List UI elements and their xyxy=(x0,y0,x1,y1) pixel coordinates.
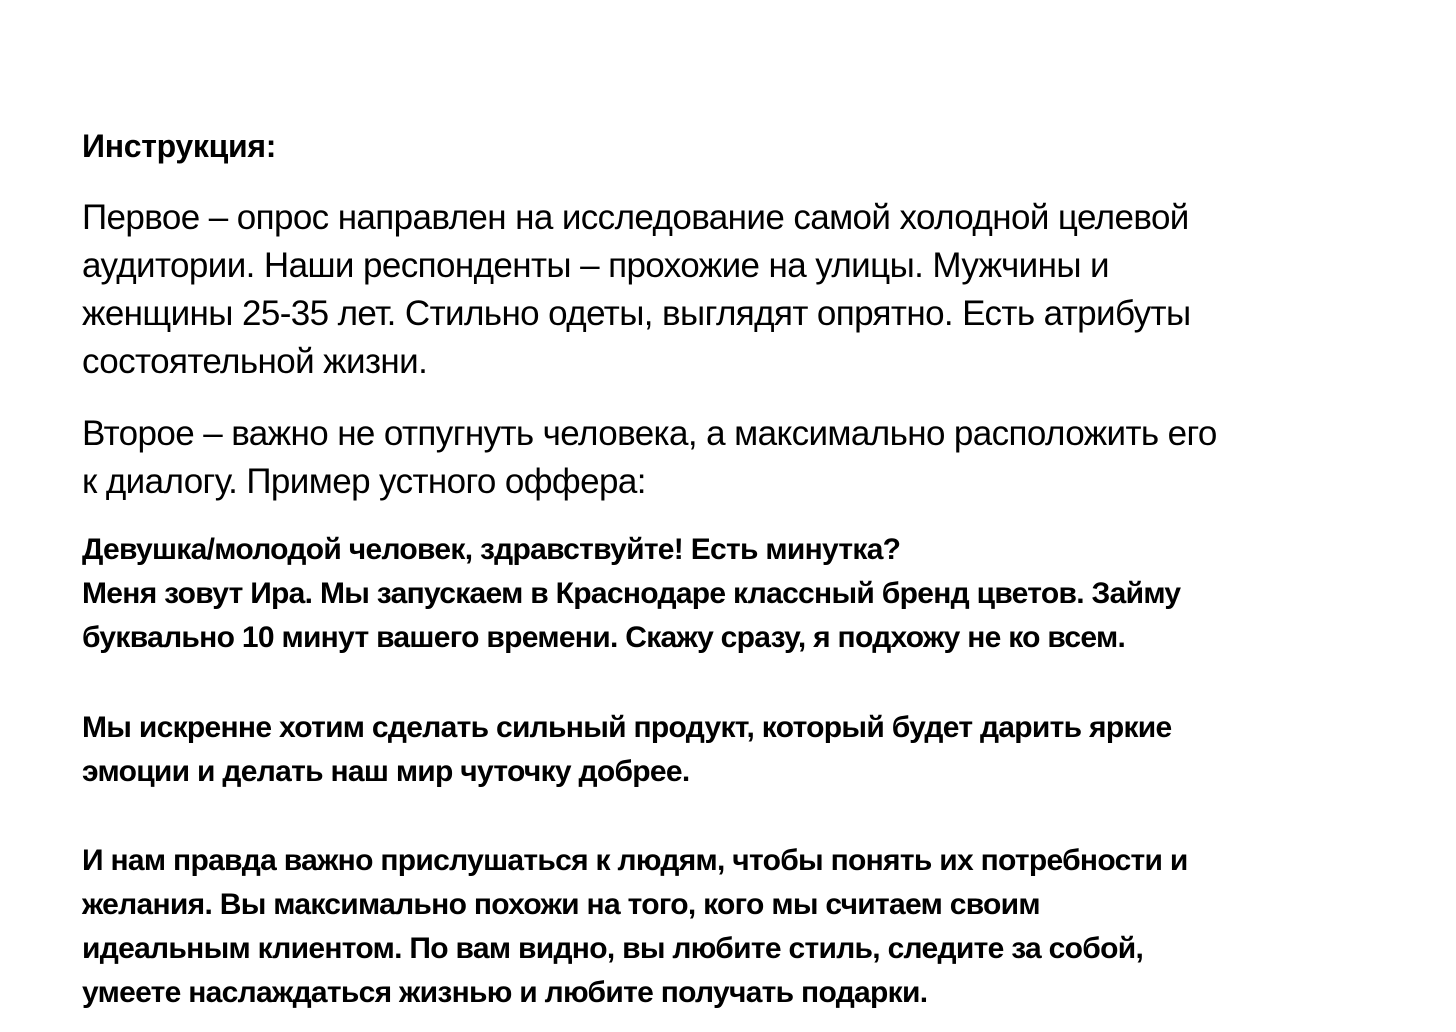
text-line: к диалогу. Пример устного оффера: xyxy=(82,462,646,501)
paragraph-target-audience xyxy=(82,194,1191,386)
offer-mission-block xyxy=(82,706,1172,794)
text-line: женщины 25-35 лет. Стильно одеты, выглядят опрятно. Есть атрибуты xyxy=(82,294,1191,333)
instruction-heading: Инструкция: xyxy=(82,128,277,164)
text-line: буквально 10 минут вашего времени. Скажу сразу, я подхожу не ко всем. xyxy=(82,621,1126,654)
paragraph-approach xyxy=(82,410,1217,506)
text-line: Меня зовут Ира. Мы запускаем в Краснодаре классный бренд цветов. Займу xyxy=(82,577,1181,610)
text-line: Второе – важно не отпугнуть человека, а максимально расположить его xyxy=(82,414,1217,453)
text-line: эмоции и делать наш мир чуточку добрее. xyxy=(82,755,690,788)
offer-greeting-block xyxy=(82,528,1180,660)
text-line: Мы искренне хотим сделать сильный продукт, который будет дарить яркие xyxy=(82,711,1172,744)
text-line: идеальным клиентом. По вам видно, вы любите стиль, следите за собой, xyxy=(82,932,1144,965)
offer-ideal-client-block xyxy=(82,839,1188,1015)
text-line: желания. Вы максимально похожи на того, кого мы считаем своим xyxy=(82,888,1040,921)
text-line: аудитории. Наши респонденты – прохожие на улицы. Мужчины и xyxy=(82,246,1109,285)
text-line: умеете наслаждаться жизнью и любите получать подарки. xyxy=(82,976,928,1009)
text-line: Первое – опрос направлен на исследование самой холодной целевой xyxy=(82,198,1189,237)
text-line: состоятельной жизни. xyxy=(82,342,428,381)
text-line: И нам правда важно прислушаться к людям, чтобы понять их потребности и xyxy=(82,844,1188,877)
text-line: Девушка/молодой человек, здравствуйте! Есть минутка? xyxy=(82,533,901,566)
